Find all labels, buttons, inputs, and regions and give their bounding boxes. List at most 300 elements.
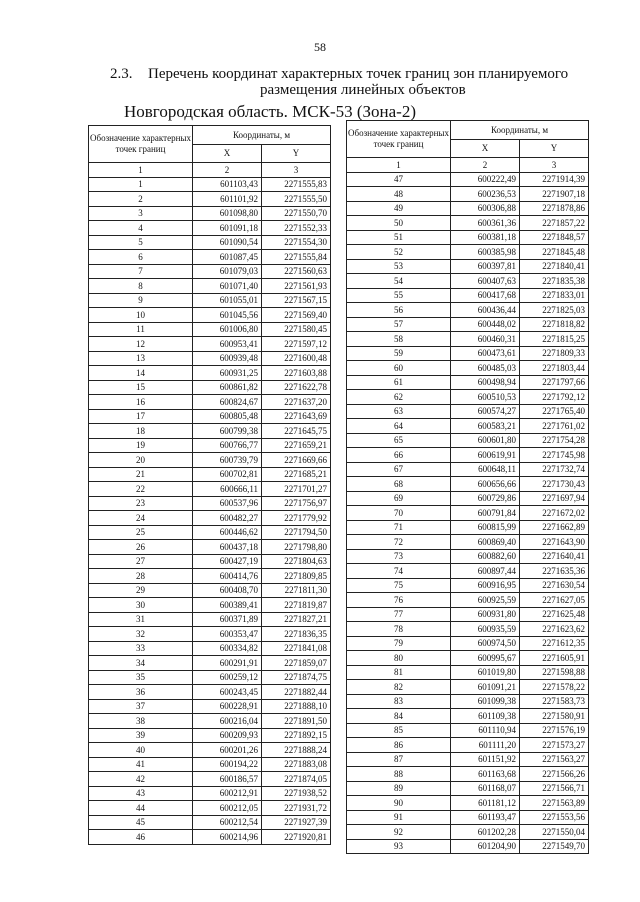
table-row [89, 235, 331, 250]
point-number-cell: 4 [89, 221, 193, 236]
point-number-cell: 52 [347, 245, 451, 260]
y-header: Y [262, 144, 331, 163]
point-number-cell: 57 [347, 317, 451, 332]
table-row [347, 433, 589, 448]
x-coordinate-cell: 601110,94 [451, 723, 520, 738]
y-coordinate-cell: 2271804,63 [262, 554, 331, 569]
table-row [89, 293, 331, 308]
y-coordinate-cell: 2271874,05 [262, 772, 331, 787]
point-number-cell: 82 [347, 680, 451, 695]
table-row [89, 366, 331, 381]
y-coordinate-cell: 2271845,48 [520, 245, 589, 260]
point-number-cell: 22 [89, 482, 193, 497]
y-coordinate-cell: 2271552,33 [262, 221, 331, 236]
point-number-cell: 78 [347, 622, 451, 637]
x-coordinate-cell: 601109,38 [451, 709, 520, 724]
table-row [347, 477, 589, 492]
table-row [347, 767, 589, 782]
section-title-line2: размещения линейных объектов [260, 82, 466, 98]
x-coordinate-cell: 601091,18 [193, 221, 262, 236]
coordinates-table-left [88, 125, 331, 845]
point-number-cell: 79 [347, 636, 451, 651]
point-number-cell: 83 [347, 694, 451, 709]
y-coordinate-cell: 2271878,86 [520, 201, 589, 216]
x-coordinate-cell: 601111,20 [451, 738, 520, 753]
table-row [89, 380, 331, 395]
table-row [347, 172, 589, 187]
x-coordinate-cell: 600882,60 [451, 549, 520, 564]
table-row [347, 332, 589, 347]
point-number-cell: 19 [89, 438, 193, 453]
x-coordinate-cell: 600666,11 [193, 482, 262, 497]
point-number-cell: 89 [347, 781, 451, 796]
table-row [347, 317, 589, 332]
x-coordinate-cell: 601079,03 [193, 264, 262, 279]
point-number-cell: 33 [89, 641, 193, 656]
coordinates-header: Координаты, м [193, 126, 331, 145]
table-row [347, 535, 589, 550]
point-number-cell: 9 [89, 293, 193, 308]
point-number-cell: 93 [347, 839, 451, 854]
point-number-cell: 84 [347, 709, 451, 724]
y-coordinate-cell: 2271627,05 [520, 593, 589, 608]
table-row [347, 622, 589, 637]
y-coordinate-cell: 2271685,21 [262, 467, 331, 482]
x-coordinate-cell: 600216,04 [193, 714, 262, 729]
table-row [347, 694, 589, 709]
x-coordinate-cell: 601163,68 [451, 767, 520, 782]
point-number-cell: 18 [89, 424, 193, 439]
table-row [347, 680, 589, 695]
y-coordinate-cell: 2271914,39 [520, 172, 589, 187]
table-row [89, 641, 331, 656]
point-number-cell: 87 [347, 752, 451, 767]
point-number-cell: 32 [89, 627, 193, 642]
x-coordinate-cell: 601055,01 [193, 293, 262, 308]
x-coordinate-cell: 600243,45 [193, 685, 262, 700]
table-row [89, 177, 331, 192]
y-coordinate-cell: 2271553,56 [520, 810, 589, 825]
table-row [347, 448, 589, 463]
y-coordinate-cell: 2271848,57 [520, 230, 589, 245]
y-coordinate-cell: 2271550,04 [520, 825, 589, 840]
table-body-right [347, 172, 589, 854]
table-row [89, 221, 331, 236]
point-number-cell: 48 [347, 187, 451, 202]
table-row [89, 322, 331, 337]
y-coordinate-cell: 2271645,75 [262, 424, 331, 439]
point-number-cell: 14 [89, 366, 193, 381]
y-coordinate-cell: 2271600,48 [262, 351, 331, 366]
x-header: X [451, 139, 520, 158]
table-row [89, 206, 331, 221]
x-coordinate-cell: 600201,26 [193, 743, 262, 758]
point-number-cell: 3 [89, 206, 193, 221]
x-coordinate-cell: 600619,91 [451, 448, 520, 463]
table-row [89, 264, 331, 279]
y-coordinate-cell: 2271630,54 [520, 578, 589, 593]
y-coordinate-cell: 2271765,40 [520, 404, 589, 419]
table-row [89, 337, 331, 352]
y-coordinate-cell: 2271701,27 [262, 482, 331, 497]
table-row [347, 709, 589, 724]
point-number-cell: 92 [347, 825, 451, 840]
table-row [347, 375, 589, 390]
x-coordinate-cell: 601193,47 [451, 810, 520, 825]
x-coordinate-cell: 600389,41 [193, 598, 262, 613]
x-coordinate-cell: 601168,07 [451, 781, 520, 796]
point-number-cell: 74 [347, 564, 451, 579]
table-row [347, 781, 589, 796]
x-coordinate-cell: 600510,53 [451, 390, 520, 405]
x-coordinate-cell: 600498,94 [451, 375, 520, 390]
y-coordinate-cell: 2271583,73 [520, 694, 589, 709]
y-coordinate-cell: 2271882,44 [262, 685, 331, 700]
table-row [347, 361, 589, 376]
x-coordinate-cell: 600485,03 [451, 361, 520, 376]
x-coordinate-cell: 600385,98 [451, 245, 520, 260]
table-row [89, 830, 331, 845]
y-coordinate-cell: 2271927,39 [262, 815, 331, 830]
table-row [89, 772, 331, 787]
table-row [347, 274, 589, 289]
table-row [347, 593, 589, 608]
y-coordinate-cell: 2271833,01 [520, 288, 589, 303]
point-number-cell: 27 [89, 554, 193, 569]
col-number-3: 3 [262, 163, 331, 178]
y-coordinate-cell: 2271803,44 [520, 361, 589, 376]
table-row [89, 496, 331, 511]
x-coordinate-cell: 600222,49 [451, 172, 520, 187]
y-coordinate-cell: 2271566,26 [520, 767, 589, 782]
y-coordinate-cell: 2271841,08 [262, 641, 331, 656]
x-coordinate-cell: 600209,93 [193, 728, 262, 743]
x-coordinate-cell: 600702,81 [193, 467, 262, 482]
table-row [89, 482, 331, 497]
y-coordinate-cell: 2271779,92 [262, 511, 331, 526]
x-coordinate-cell: 600935,59 [451, 622, 520, 637]
x-coordinate-cell: 601204,90 [451, 839, 520, 854]
y-coordinate-cell: 2271603,88 [262, 366, 331, 381]
x-coordinate-cell: 600995,67 [451, 651, 520, 666]
table-row [347, 245, 589, 260]
x-coordinate-cell: 600361,36 [451, 216, 520, 231]
table-row [347, 796, 589, 811]
x-coordinate-cell: 601103,43 [193, 177, 262, 192]
table-row [347, 187, 589, 202]
x-coordinate-cell: 600306,88 [451, 201, 520, 216]
table-row [89, 308, 331, 323]
point-number-cell: 31 [89, 612, 193, 627]
y-coordinate-cell: 2271555,50 [262, 192, 331, 207]
table-row [89, 192, 331, 207]
y-coordinate-cell: 2271811,30 [262, 583, 331, 598]
y-coordinate-cell: 2271549,70 [520, 839, 589, 854]
y-coordinate-cell: 2271888,24 [262, 743, 331, 758]
y-coordinate-cell: 2271550,70 [262, 206, 331, 221]
y-coordinate-cell: 2271612,35 [520, 636, 589, 651]
y-coordinate-cell: 2271567,15 [262, 293, 331, 308]
table-row [347, 738, 589, 753]
point-number-cell: 6 [89, 250, 193, 265]
x-coordinate-cell: 601090,54 [193, 235, 262, 250]
table-row [89, 467, 331, 482]
x-coordinate-cell: 600427,19 [193, 554, 262, 569]
point-number-cell: 86 [347, 738, 451, 753]
point-number-cell: 64 [347, 419, 451, 434]
point-number-cell: 63 [347, 404, 451, 419]
y-coordinate-cell: 2271892,15 [262, 728, 331, 743]
point-number-cell: 24 [89, 511, 193, 526]
point-number-cell: 8 [89, 279, 193, 294]
point-number-cell: 30 [89, 598, 193, 613]
point-number-cell: 67 [347, 462, 451, 477]
x-coordinate-cell: 600648,11 [451, 462, 520, 477]
y-coordinate-cell: 2271730,43 [520, 477, 589, 492]
y-coordinate-cell: 2271555,84 [262, 250, 331, 265]
y-coordinate-cell: 2271555,83 [262, 177, 331, 192]
x-coordinate-cell: 600473,61 [451, 346, 520, 361]
point-number-cell: 62 [347, 390, 451, 405]
table-row [89, 424, 331, 439]
point-number-cell: 65 [347, 433, 451, 448]
table-row [89, 714, 331, 729]
x-coordinate-cell: 600371,89 [193, 612, 262, 627]
x-coordinate-cell: 600482,27 [193, 511, 262, 526]
point-number-cell: 1 [89, 177, 193, 192]
x-coordinate-cell: 601045,56 [193, 308, 262, 323]
table-row [347, 651, 589, 666]
point-number-cell: 49 [347, 201, 451, 216]
table-row [347, 723, 589, 738]
table-row [347, 520, 589, 535]
y-coordinate-cell: 2271637,20 [262, 395, 331, 410]
y-coordinate-cell: 2271563,27 [520, 752, 589, 767]
table-row [89, 699, 331, 714]
table-row [347, 810, 589, 825]
point-number-cell: 45 [89, 815, 193, 830]
x-header: X [193, 144, 262, 163]
y-coordinate-cell: 2271605,91 [520, 651, 589, 666]
table-row [347, 259, 589, 274]
y-coordinate-cell: 2271576,19 [520, 723, 589, 738]
point-number-cell: 17 [89, 409, 193, 424]
table-row [89, 525, 331, 540]
point-number-cell: 51 [347, 230, 451, 245]
point-number-cell: 47 [347, 172, 451, 187]
table-row [89, 554, 331, 569]
x-coordinate-cell: 601099,38 [451, 694, 520, 709]
point-number-cell: 56 [347, 303, 451, 318]
y-coordinate-cell: 2271580,91 [520, 709, 589, 724]
y-coordinate-cell: 2271625,48 [520, 607, 589, 622]
x-coordinate-cell: 600212,54 [193, 815, 262, 830]
point-number-cell: 2 [89, 192, 193, 207]
point-number-cell: 91 [347, 810, 451, 825]
point-number-cell: 25 [89, 525, 193, 540]
x-coordinate-cell: 600583,21 [451, 419, 520, 434]
y-coordinate-cell: 2271891,50 [262, 714, 331, 729]
table-body-left [89, 177, 331, 844]
table-row [347, 346, 589, 361]
table-row [89, 757, 331, 772]
x-coordinate-cell: 600228,91 [193, 699, 262, 714]
y-coordinate-cell: 2271797,66 [520, 375, 589, 390]
x-coordinate-cell: 600334,82 [193, 641, 262, 656]
point-number-cell: 43 [89, 786, 193, 801]
point-number-cell: 73 [347, 549, 451, 564]
table-row [89, 670, 331, 685]
x-coordinate-cell: 601181,12 [451, 796, 520, 811]
point-number-cell: 29 [89, 583, 193, 598]
x-coordinate-cell: 600861,82 [193, 380, 262, 395]
point-number-cell: 50 [347, 216, 451, 231]
x-coordinate-cell: 600214,96 [193, 830, 262, 845]
point-number-cell: 77 [347, 607, 451, 622]
x-coordinate-cell: 600869,40 [451, 535, 520, 550]
table-row [347, 665, 589, 680]
x-coordinate-cell: 600414,76 [193, 569, 262, 584]
point-number-cell: 11 [89, 322, 193, 337]
x-coordinate-cell: 600437,18 [193, 540, 262, 555]
point-number-cell: 7 [89, 264, 193, 279]
y-coordinate-cell: 2271640,41 [520, 549, 589, 564]
col-number-2: 2 [193, 163, 262, 178]
table-row [89, 250, 331, 265]
point-number-cell: 34 [89, 656, 193, 671]
section-heading [110, 66, 610, 98]
page-number: 58 [314, 40, 326, 54]
table-row [347, 390, 589, 405]
y-coordinate-cell: 2271756,97 [262, 496, 331, 511]
y-coordinate-cell: 2271907,18 [520, 187, 589, 202]
y-coordinate-cell: 2271815,25 [520, 332, 589, 347]
y-coordinate-cell: 2271566,71 [520, 781, 589, 796]
region-label: Новгородская область. МСК-53 (Зона-2) [124, 102, 417, 121]
table-row [347, 549, 589, 564]
y-coordinate-cell: 2271643,69 [262, 409, 331, 424]
x-coordinate-cell: 601091,21 [451, 680, 520, 695]
point-number-cell: 23 [89, 496, 193, 511]
table-row [347, 201, 589, 216]
point-number-cell: 66 [347, 448, 451, 463]
x-coordinate-cell: 600417,68 [451, 288, 520, 303]
table-row [347, 636, 589, 651]
table-row [89, 815, 331, 830]
y-coordinate-cell: 2271554,30 [262, 235, 331, 250]
table-row [89, 511, 331, 526]
table-row [89, 685, 331, 700]
y-coordinate-cell: 2271563,89 [520, 796, 589, 811]
x-coordinate-cell: 600739,79 [193, 453, 262, 468]
y-coordinate-cell: 2271672,02 [520, 506, 589, 521]
point-number-cell: 5 [89, 235, 193, 250]
x-coordinate-cell: 601071,40 [193, 279, 262, 294]
y-coordinate-cell: 2271818,82 [520, 317, 589, 332]
table-row [347, 288, 589, 303]
y-coordinate-cell: 2271836,35 [262, 627, 331, 642]
y-coordinate-cell: 2271840,41 [520, 259, 589, 274]
point-number-cell: 35 [89, 670, 193, 685]
y-coordinate-cell: 2271561,93 [262, 279, 331, 294]
col-number-3: 3 [520, 158, 589, 173]
x-coordinate-cell: 600897,44 [451, 564, 520, 579]
x-coordinate-cell: 600407,63 [451, 274, 520, 289]
x-coordinate-cell: 600791,84 [451, 506, 520, 521]
designation-header: Обозначение характерных точек границ [89, 126, 193, 163]
point-number-cell: 60 [347, 361, 451, 376]
y-coordinate-cell: 2271573,27 [520, 738, 589, 753]
table-row [89, 786, 331, 801]
y-coordinate-cell: 2271597,12 [262, 337, 331, 352]
point-number-cell: 28 [89, 569, 193, 584]
table-row [347, 578, 589, 593]
x-coordinate-cell: 600212,05 [193, 801, 262, 816]
y-coordinate-cell: 2271580,45 [262, 322, 331, 337]
point-number-cell: 53 [347, 259, 451, 274]
table-row [89, 801, 331, 816]
table-row [347, 303, 589, 318]
point-number-cell: 20 [89, 453, 193, 468]
point-number-cell: 38 [89, 714, 193, 729]
y-coordinate-cell: 2271635,36 [520, 564, 589, 579]
y-coordinate-cell: 2271798,80 [262, 540, 331, 555]
table-row [347, 564, 589, 579]
table-row [347, 825, 589, 840]
point-number-cell: 59 [347, 346, 451, 361]
x-coordinate-cell: 600236,53 [451, 187, 520, 202]
y-coordinate-cell: 2271857,22 [520, 216, 589, 231]
x-coordinate-cell: 600766,77 [193, 438, 262, 453]
table-row [89, 743, 331, 758]
table-row [347, 752, 589, 767]
table-row [347, 230, 589, 245]
point-number-cell: 58 [347, 332, 451, 347]
point-number-cell: 10 [89, 308, 193, 323]
point-number-cell: 80 [347, 651, 451, 666]
y-coordinate-cell: 2271827,21 [262, 612, 331, 627]
x-coordinate-cell: 601101,92 [193, 192, 262, 207]
y-coordinate-cell: 2271662,89 [520, 520, 589, 535]
y-coordinate-cell: 2271569,40 [262, 308, 331, 323]
point-number-cell: 21 [89, 467, 193, 482]
point-number-cell: 39 [89, 728, 193, 743]
y-coordinate-cell: 2271659,21 [262, 438, 331, 453]
x-coordinate-cell: 600939,48 [193, 351, 262, 366]
x-coordinate-cell: 600925,59 [451, 593, 520, 608]
table-row [89, 438, 331, 453]
x-coordinate-cell: 600537,96 [193, 496, 262, 511]
x-coordinate-cell: 600574,27 [451, 404, 520, 419]
y-coordinate-cell: 2271761,02 [520, 419, 589, 434]
x-coordinate-cell: 600974,50 [451, 636, 520, 651]
x-coordinate-cell: 600381,18 [451, 230, 520, 245]
x-coordinate-cell: 600186,57 [193, 772, 262, 787]
x-coordinate-cell: 601006,80 [193, 322, 262, 337]
point-number-cell: 70 [347, 506, 451, 521]
point-number-cell: 15 [89, 380, 193, 395]
table-row [89, 395, 331, 410]
x-coordinate-cell: 600799,38 [193, 424, 262, 439]
point-number-cell: 76 [347, 593, 451, 608]
x-coordinate-cell: 600460,31 [451, 332, 520, 347]
y-coordinate-cell: 2271809,33 [520, 346, 589, 361]
x-coordinate-cell: 600824,67 [193, 395, 262, 410]
y-coordinate-cell: 2271794,50 [262, 525, 331, 540]
x-coordinate-cell: 601098,80 [193, 206, 262, 221]
point-number-cell: 36 [89, 685, 193, 700]
x-coordinate-cell: 600805,48 [193, 409, 262, 424]
